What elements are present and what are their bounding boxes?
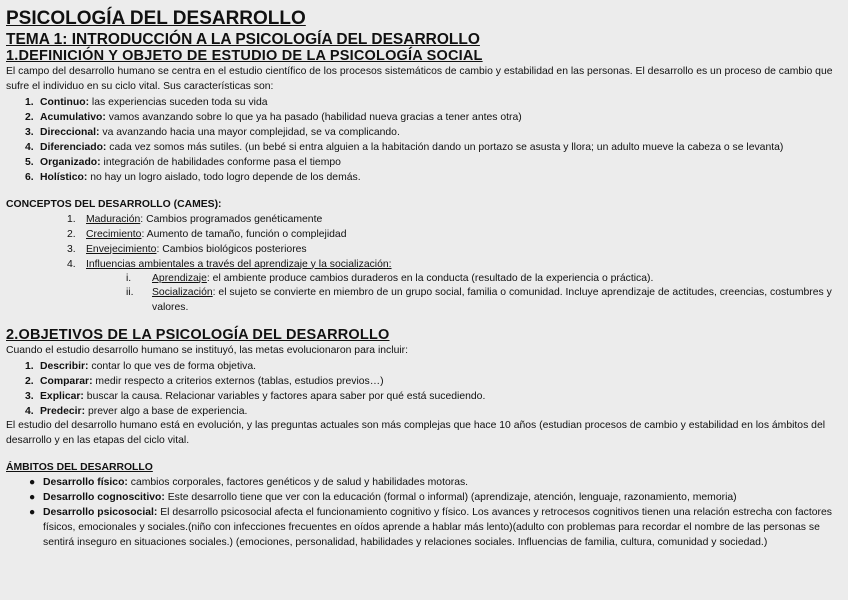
- caracteristicas-list: [6, 95, 842, 185]
- item-text: : Aumento de tamaño, función o complejidad: [141, 228, 347, 240]
- list-item: 4. Diferenciado: cada vez somos más sutiles. (un bebé si entra alguien a la habitación dando un portazo se asusta y llora; un adulto mueve la cabeza o se levanta): [25, 141, 784, 153]
- section1-intro: El campo del desarrollo humano se centra en el estudio científico de los procesos sistemáticos de cambio y estabilidad en las personas. El desarrollo es un proceso de cambio que sufre el individuo en su ciclo vital. Sus características son:: [6, 66, 833, 92]
- item-term: Desarrollo físico:: [43, 477, 128, 489]
- item-text: cada vez somos más sutiles. (un bebé si entra alguien a la habitación dando un portazo se asusta y llora; un adulto mueve la cabeza o se levanta): [106, 141, 784, 153]
- item-term: Direccional:: [40, 126, 100, 138]
- influencias-sublist: [6, 272, 842, 316]
- section2-intro: Cuando el estudio desarrollo humano se instituyó, las metas evolucionaron para incluir:: [6, 345, 408, 357]
- item-text: cambios corporales, factores genéticos y de salud y habilidades motoras.: [127, 477, 469, 489]
- list-item: 3. Explicar: buscar la causa. Relacionar variables y factores apara saber por qué está sucediendo.: [25, 390, 486, 402]
- list-item: 4. Predecir: prever algo a base de experiencia.: [25, 405, 248, 417]
- item-text: : Cambios programados genéticamente: [140, 213, 323, 225]
- item-text: integración de habilidades conforme pasa el tiempo: [100, 156, 341, 168]
- section2-heading: 2.OBJETIVOS DE LA PSICOLOGÍA DEL DESARROLLO: [6, 327, 390, 344]
- list-item: ii. Socialización: el sujeto se convierte en miembro de un grupo social, familia o comunidad. Incluye aprendizaje de actitudes, creencias, costumbres y valores.: [126, 287, 832, 313]
- item-text: las experiencias suceden toda su vida: [89, 96, 268, 108]
- document-title: PSICOLOGÍA DEL DESARROLLO: [6, 8, 306, 29]
- section1-heading: 1.DEFINICIÓN Y OBJETO DE ESTUDIO DE LA PSICOLOGÍA SOCIAL: [6, 48, 483, 64]
- list-item: 3. Direccional: va avanzando hacia una mayor complejidad, se va complicando.: [25, 126, 400, 138]
- list-item: [6, 475, 842, 490]
- list-item: i. Aprendizaje: el ambiente produce cambios duraderos en la conducta (resultado de la experiencia o práctica).: [126, 272, 654, 284]
- item-term: Socialización: [152, 287, 213, 299]
- conceptos-heading: CONCEPTOS DEL DESARROLLO (CAMES):: [6, 198, 222, 210]
- conceptos-list: [6, 212, 842, 272]
- item-term: Influencias ambientales a través del aprendizaje y la socialización:: [86, 258, 392, 270]
- item-term: Acumulativo:: [40, 111, 106, 123]
- item-text: vamos avanzando sobre lo que ya ha pasado (habilidad nueva gracias a tener antes otra): [105, 111, 522, 123]
- item-term: Continuo:: [40, 96, 90, 108]
- item-text: El desarrollo psicosocial afecta el funcionamiento cognitivo y físico. Los avances y retrocesos cognitivos tienen una relación estrecha con factores físicos, emocionales y sociales.(niño con infecciones frecuentes en oídos aprende a hablar más lento)(adulto con problemas para recordar el nombre de las personas se sentirá inseguro en situaciones sociales.) (emociones, personalidad, habilidades y relaciones sociales. Influencias de familia, cultura, comunidad y sociedad.): [43, 507, 832, 549]
- item-term: Describir:: [40, 360, 89, 372]
- list-item: 1. Continuo: las experiencias suceden toda su vida: [25, 96, 268, 108]
- item-term: Aprendizaje: [152, 272, 207, 284]
- item-text: contar lo que ves de forma objetiva.: [88, 360, 257, 372]
- tema-heading: TEMA 1: INTRODUCCIÓN A LA PSICOLOGÍA DEL DESARROLLO: [6, 31, 480, 48]
- item-text: : el sujeto se convierte en miembro de un grupo social, familia o comunidad. Incluye aprendizaje de actitudes, creencias, costumbres y valores.: [152, 287, 832, 313]
- item-term: Maduración: [86, 213, 141, 225]
- item-term: Desarrollo cognoscitivo:: [43, 492, 165, 504]
- item-text: prever algo a base de experiencia.: [85, 405, 248, 417]
- item-text: : el ambiente produce cambios duraderos en la conducta (resultado de la experiencia o práctica).: [206, 272, 654, 284]
- list-item: 2. Crecimiento: Aumento de tamaño, función o complejidad: [67, 228, 347, 240]
- item-text: medir respecto a criterios externos (tablas, estudios previos…): [92, 375, 384, 387]
- item-term: Organizado:: [40, 156, 101, 168]
- item-text: no hay un logro aislado, todo logro depende de los demás.: [87, 171, 361, 183]
- item-text: : Cambios biológicos posteriores: [156, 243, 307, 255]
- ambitos-list: [6, 475, 842, 550]
- list-item: [6, 490, 842, 505]
- item-term: Holístico:: [40, 171, 88, 183]
- item-term: Explicar:: [40, 390, 84, 402]
- item-term: Diferenciado:: [40, 141, 107, 153]
- list-item: 2. Comparar: medir respecto a criterios externos (tablas, estudios previos…): [25, 375, 384, 387]
- list-item: 5. Organizado: integración de habilidades conforme pasa el tiempo: [25, 156, 341, 168]
- list-item: 2. Acumulativo: vamos avanzando sobre lo que ya ha pasado (habilidad nueva gracias a tener antes otra): [25, 111, 522, 123]
- list-item: 6. Holístico: no hay un logro aislado, todo logro depende de los demás.: [25, 171, 361, 183]
- item-text: Este desarrollo tiene que ver con la educación (formal o informal) (aprendizaje, atención, lenguaje, razonamiento, memoria): [164, 492, 737, 504]
- item-term: Desarrollo psicosocial:: [43, 507, 158, 519]
- ambitos-heading: ÁMBITOS DEL DESARROLLO: [6, 462, 153, 474]
- list-item: 4. Influencias ambientales a través del aprendizaje y la socialización:: [67, 258, 392, 270]
- objetivos-list: [6, 359, 842, 419]
- item-term: Comparar:: [40, 375, 93, 387]
- list-item: [6, 505, 842, 550]
- bullet-icon: ●: [29, 477, 36, 489]
- item-text: va avanzando hacia una mayor complejidad, se va complicando.: [99, 126, 400, 138]
- list-item: 3. Envejecimiento: Cambios biológicos posteriores: [67, 243, 307, 255]
- section2-outro: El estudio del desarrollo humano está en evolución, y las preguntas actuales son más complejas que hace 10 años (estudian procesos de cambio y estabilidad en los ámbitos del desarrollo y en las etapas del ciclo vital.: [6, 419, 826, 446]
- bullet-icon: ●: [29, 507, 36, 519]
- item-term: Crecimiento: [86, 228, 142, 240]
- list-item: 1. Maduración: Cambios programados genéticamente: [67, 213, 323, 225]
- bullet-icon: ●: [29, 492, 36, 504]
- item-term: Envejecimiento: [86, 243, 157, 255]
- item-term: Predecir:: [40, 405, 86, 417]
- item-text: buscar la causa. Relacionar variables y factores apara saber por qué está sucediendo.: [83, 390, 486, 402]
- list-item: 1. Describir: contar lo que ves de forma objetiva.: [25, 360, 257, 372]
